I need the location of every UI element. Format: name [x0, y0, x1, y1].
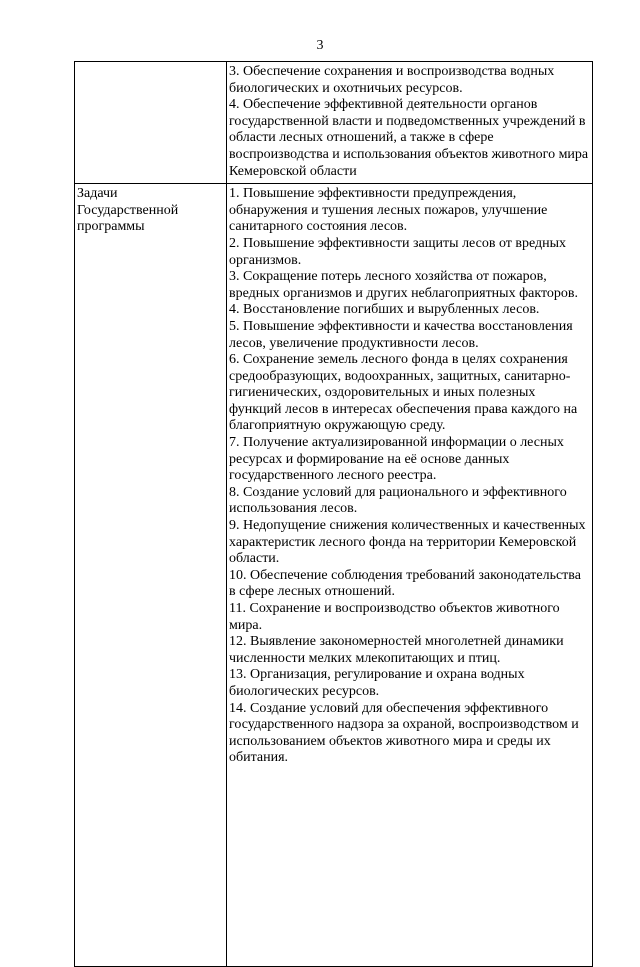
task-item-11: 11. Сохранение и воспроизводство объектов животного мира. — [229, 601, 560, 633]
tasks-label-line-3: программы — [77, 219, 145, 235]
goal-item-3: 3. Обеспечение сохранения и воспроизводства водных биологических и охотничьих ресурсов. — [229, 64, 555, 96]
task-item-8: 8. Создание условий для рационального и эффективного использования лесов. — [229, 484, 567, 517]
tasks-label-cell — [75, 184, 227, 967]
task-item-9: 9. Недопущение снижения количественных и качественных характеристик лесного фонда на территории Кемеровской области. — [229, 518, 586, 567]
task-item-3: 3. Сокращение потерь лесного хозяйства от пожаров, вредных организмов и других неблагоприятных факторов. — [229, 269, 579, 301]
task-item-6: 6. Сохранение земель лесного фонда в целях сохранения средообразующих, водоохранных, защитных, санитарно-гигиенических, оздоровительных и иных полезных функций лесов в интересах обеспечения права каждого на благоприятную окружающую среду. — [229, 352, 578, 434]
program-passport-table — [74, 61, 593, 967]
tasks-label-line-1: Задачи — [77, 186, 118, 202]
task-item-14: 14. Создание условий для обеспечения эффективного государственного надзора за охраной, воспроизводством и использованием объектов животного мира и среды их обитания. — [229, 700, 579, 766]
task-item-7: 7. Получение актуализированной информации о лесных ресурсах и формирование на её основе данных государственного лесного реестра. — [229, 435, 564, 484]
page-number: 3 — [316, 38, 324, 53]
task-item-5: 5. Повышение эффективности и качества восстановления лесов, увеличение продуктивности лесов. — [229, 318, 573, 351]
task-item-1: 1. Повышение эффективности предупреждения, обнаружения и тушения лесных пожаров, улучшение санитарного состояния лесов. — [229, 186, 548, 235]
tasks-content-cell — [227, 184, 593, 967]
goals-continuation-cell — [227, 62, 593, 184]
task-item-13: 13. Организация, регулирование и охрана водных биологических ресурсов. — [229, 667, 525, 699]
task-item-10: 10. Обеспечение соблюдения требований законодательства в сфере лесных отношений. — [229, 567, 581, 600]
tasks-label-line-2: Государственной — [77, 202, 179, 218]
table-row-goals-continuation — [75, 62, 593, 184]
task-item-12: 12. Выявление закономерностей многолетней динамики численности мелких млекопитающих и птиц. — [229, 634, 564, 666]
table-row-tasks — [75, 184, 593, 967]
left-cell-empty — [75, 62, 227, 184]
goal-item-4: 4. Обеспечение эффективной деятельности органов государственной власти и подведомственных учреждений в области лесных отношений, а также в сфере воспроизводства и использования объектов животного мира Кемеровской области — [229, 97, 589, 179]
task-item-2: 2. Повышение эффективности защиты лесов от вредных организмов. — [229, 235, 567, 268]
task-item-4: 4. Восстановление погибших и вырубленных лесов. — [229, 302, 540, 318]
